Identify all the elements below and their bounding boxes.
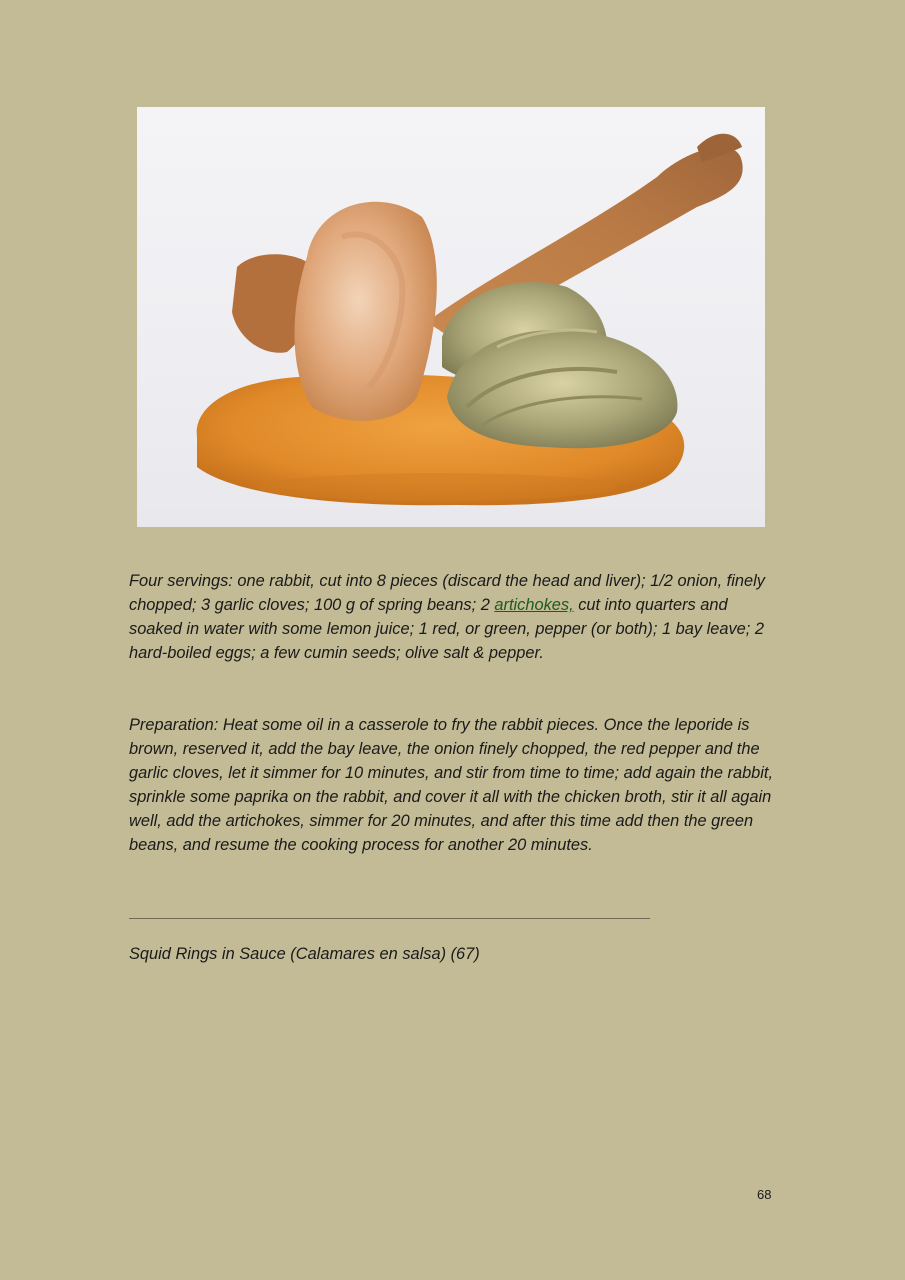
preparation-paragraph: Preparation: Heat some oil in a casserole to fry the rabbit pieces. Once the leporide is brown, reserved it, add the bay leave, the onion finely chopped, the red pepper and the garlic cloves, let it simmer for 10 minutes, and stir from time to time; add again the rabbit, sprinkle some paprika on the rabbit, and cover it all with the chicken broth, stir it all again well, add the artichokes, simmer for 20 minutes, and after this time add then the green beans, and resume the cooking process for another 20 minutes. [129,716,774,854]
ingredients-paragraph [129,569,779,665]
artichokes-link[interactable]: artichokes, [494,596,574,614]
section-divider [129,918,650,919]
ingredients-text-start: Four servings: one rabbit, cut into 8 pieces (discard the head and liver); 1/2 onion, finely chopped; 3 garlic cloves; 100 g of spring beans; 2 [129,572,765,614]
page-number: 68 [757,1187,772,1202]
recipe-photo [137,107,765,527]
next-recipe-title: Squid Rings in Sauce (Calamares en salsa) (67) [129,945,480,963]
ingredients-text-end: cut into quarters and soaked in water with some lemon juice; 1 red, or green, pepper (or both); 1 bay leave; 2 hard-boiled eggs; a few cumin seeds; olive salt & pepper. [129,596,765,662]
